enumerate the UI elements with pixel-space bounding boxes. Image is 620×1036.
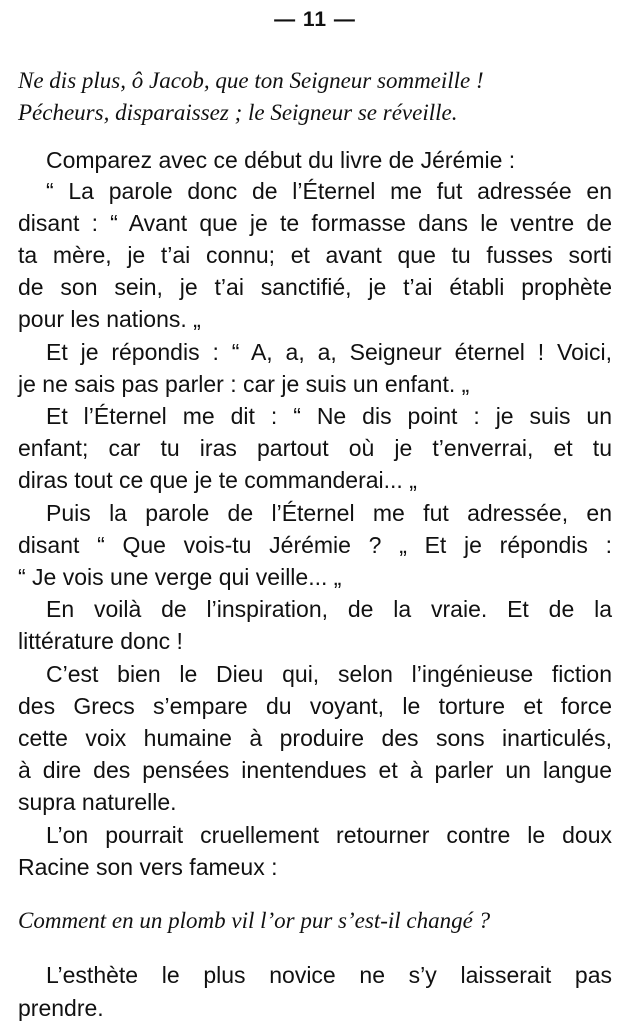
text-line: littérature donc ! <box>18 628 183 654</box>
text-line: enfant; car tu iras partout où je t’enverrai, et tu <box>18 435 612 461</box>
text-line: Puis la parole de l’Éternel me fut adressée, en <box>46 500 612 526</box>
text-line: à dire des pensées inentendues et à parler un langue <box>18 757 612 783</box>
verse-line: Comment en un plomb vil l’or pur s’est-il changé ? <box>18 908 491 933</box>
text-line: “ La parole donc de l’Éternel me fut adressée en <box>46 178 612 204</box>
text-line: L’esthète le plus novice ne s’y laisserait pas <box>46 962 612 988</box>
text-line: Comparez avec ce début du livre de Jérémie : <box>46 147 516 173</box>
text-line: supra naturelle. <box>18 789 177 815</box>
text-line: ta mère, je t’ai connu; et avant que tu fusses sorti <box>18 242 612 268</box>
text-line: je ne sais pas parler : car je suis un enfant. „ <box>18 371 470 397</box>
text-line: L’on pourrait cruellement retourner contre le doux <box>46 822 612 848</box>
page-number: — 11 — <box>274 8 356 31</box>
text-line: pour les nations. „ <box>18 306 201 332</box>
text-line: “ Je vois une verge qui veille... „ <box>18 564 342 590</box>
text-line: des Grecs s’empare du voyant, le torture et force <box>18 693 612 719</box>
text-line: C’est bien le Dieu qui, selon l’ingénieuse fiction <box>46 661 612 687</box>
verse-line: Ne dis plus, ô Jacob, que ton Seigneur sommeille ! <box>18 68 484 93</box>
text-line: cette voix humaine à produire des sons inarticulés, <box>18 725 612 751</box>
text-line: diras tout ce que je te commanderai... „ <box>18 467 417 493</box>
text-line: En voilà de l’inspiration, de la vraie. Et de la <box>46 596 612 622</box>
text-line: Et l’Éternel me dit : “ Ne dis point : je suis un <box>46 403 612 429</box>
book-page <box>18 0 612 1036</box>
text-line: Racine son vers fameux : <box>18 854 278 880</box>
text-line: Et je répondis : “ A, a, a, Seigneur éternel ! Voici, <box>46 339 612 365</box>
text-line: disant “ Que vois-tu Jérémie ? „ Et je répondis : <box>18 532 612 558</box>
text-line: disant : “ Avant que je te formasse dans le ventre de <box>18 210 612 236</box>
text-line: de son sein, je t’ai sanctifié, je t’ai établi prophète <box>18 274 612 300</box>
text-line: prendre. <box>18 995 104 1021</box>
verse-line: Pécheurs, disparaissez ; le Seigneur se réveille. <box>18 100 458 125</box>
